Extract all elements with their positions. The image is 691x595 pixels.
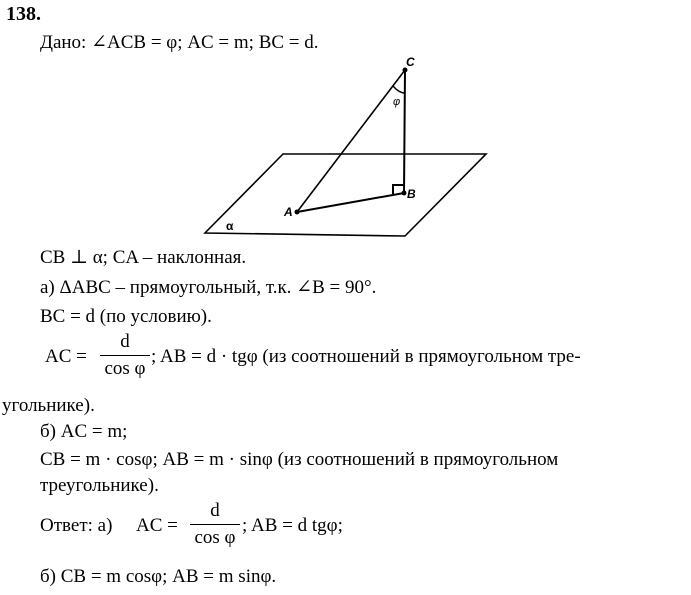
formula-ac-fraction <box>100 331 150 380</box>
answer-fraction-bar <box>190 524 240 525</box>
fraction-denominator: cos φ <box>104 358 146 379</box>
answer-prefix: Ответ: а) <box>40 515 113 536</box>
label-b: B <box>407 187 416 201</box>
label-phi: φ <box>393 96 401 108</box>
solution-line-6: б) AC = m; <box>40 421 128 442</box>
angle-phi-arc <box>393 86 405 93</box>
segment-ab <box>297 193 404 212</box>
solution-line-8: треугольнике). <box>40 475 159 496</box>
answer-ac-lhs: AC = <box>136 515 178 536</box>
plane-alpha <box>205 154 486 236</box>
answer-fraction-numerator: d <box>210 500 220 521</box>
segment-cb <box>404 70 405 193</box>
label-alpha: α <box>226 219 234 233</box>
formula-ac-rest: ; AB = d · tgφ (из соотношений в прямоугольном тре- <box>151 346 581 367</box>
solution-line-1: CB ⊥ α; CA – наклонная. <box>40 247 247 268</box>
fraction-bar <box>100 355 150 356</box>
solution-line-7: CB = m · cosφ; AB = m · sinφ (из соотношений в прямоугольном <box>40 449 559 470</box>
formula-ac-lhs: AC = <box>45 346 87 367</box>
answer-fraction <box>190 500 240 549</box>
solution-line-3: BC = d (по условию). <box>40 306 212 327</box>
problem-number: 138. <box>6 3 41 25</box>
answer-rest: ; AB = d tgφ; <box>242 515 343 536</box>
point-b <box>402 191 407 196</box>
solution-line-10: б) CB = m cosφ; AB = m sinφ. <box>40 566 277 587</box>
geometry-figure <box>0 0 691 250</box>
answer-fraction-denominator: cos φ <box>194 527 236 548</box>
given-statement: Дано: ∠ACB = φ; AC = m; BC = d. <box>40 32 319 53</box>
segment-ca <box>297 70 405 212</box>
fraction-numerator: d <box>120 331 130 352</box>
label-a: A <box>284 205 293 219</box>
label-c: C <box>406 55 415 69</box>
solution-line-5: угольнике). <box>2 395 95 416</box>
point-a <box>295 210 300 215</box>
solution-line-2: а) ΔABC – прямоугольный, т.к. ∠B = 90°. <box>40 277 377 298</box>
